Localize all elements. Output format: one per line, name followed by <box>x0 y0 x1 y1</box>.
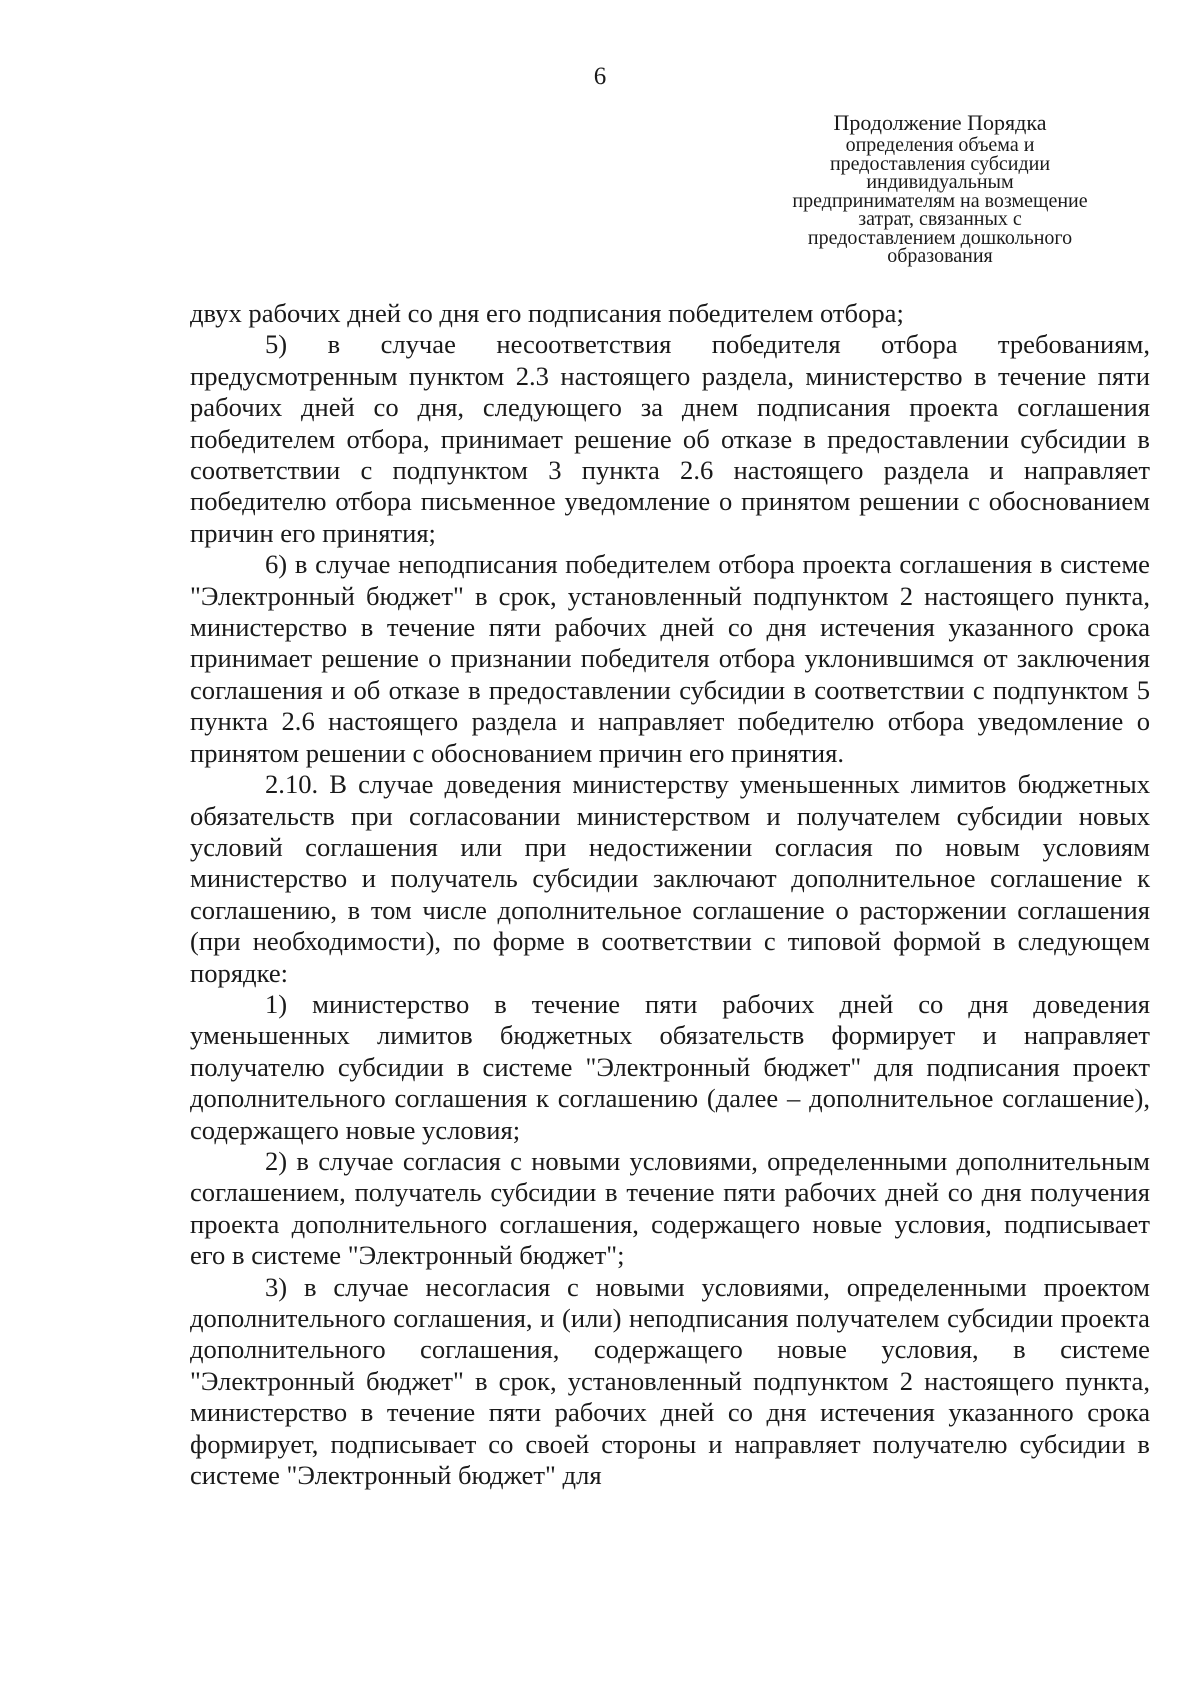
header-line: предоставления субсидии <box>829 152 1051 175</box>
header-line: определения объема и <box>845 134 1035 156</box>
paragraph-subitem-3: 3) в случае несогласия с новыми условиями, определенными проектом дополнительного соглашения, и (или) неподписания получателем субсидии проекта дополнительного соглашения, содержащего новые условия, в системе "Электронный бюджет" в срок, установленный подпунктом 2 настоящего пункта, министерство в течение пяти рабочих дней со дня истечения указанного срока формирует, подписывает со своей стороны и направляет получателю субсидии в системе "Электронный бюджет" для <box>190 1271 1150 1491</box>
paragraph-subitem-1: 1) министерство в течение пяти рабочих дней со дня доведения уменьшенных лимитов бюджетных обязательств формирует и направляет получателю субсидии в системе "Электронный бюджет" для подписания проект дополнительного соглашения к соглашению (далее – дополнительное соглашение), содержащего новые условия; <box>190 988 1150 1145</box>
page-number: 6 <box>593 63 607 90</box>
header-line: образования <box>887 245 993 267</box>
paragraph-continuation: двух рабочих дней со дня его подписания победителем отбора; <box>190 298 904 328</box>
paragraph-item-6: 6) в случае неподписания победителем отбора проекта соглашения в системе "Электронный бюджет" в срок, установленный подпунктом 2 настоящего пункта, министерство в течение пяти рабочих дней со дня истечения указанного срока принимает решение о признании победителя отбора уклонившимся от заключения соглашения и об отказе в предоставлении субсидии в соответствии с подпунктом 5 пункта 2.6 настоящего раздела и направляет победителю отбора уведомление о принятом решении с обоснованием причин его принятия. <box>190 549 1150 768</box>
paragraph-subitem-2: 2) в случае согласия с новыми условиями, определенными дополнительным соглашением, получатель субсидии в течение пяти рабочих дней со дня получения проекта дополнительного соглашения, содержащего новые условия, подписывает его в системе "Электронный бюджет"; <box>190 1145 1150 1271</box>
header-line: предпринимателям на возмещение <box>792 189 1088 212</box>
paragraph-section-2-10: 2.10. В случае доведения министерству уменьшенных лимитов бюджетных обязательств при согласовании министерством и получателем субсидии новых условий соглашения или при недостижении согласия по новым условиям министерство и получатель субсидии заключают дополнительное соглашение к соглашению, в том числе дополнительное соглашение о расторжении соглашения (при необходимости), по форме в соответствии с типовой формой в следующем порядке: <box>190 769 1150 988</box>
document-header <box>760 110 1120 266</box>
paragraph-item-5: 5) в случае несоответствия победителя отбора требованиям, предусмотренным пунктом 2.3 настоящего раздела, министерство в течение пяти рабочих дней со дня, следующего за днем подписания проекта соглашения победителем отбора, принимает решение об отказе в предоставлении субсидии в соответствии с подпунктом 3 пункта 2.6 настоящего раздела и направляет победителю отбора письменное уведомление о принятом решении с обоснованием причин его принятия; <box>190 329 1150 548</box>
header-line: затрат, связанных с <box>858 208 1022 230</box>
header-line: предоставлением дошкольного <box>807 226 1073 249</box>
header-line: Продолжение Порядка <box>833 110 1047 135</box>
document-body <box>190 298 1150 1491</box>
header-line: индивидуальным <box>866 171 1014 193</box>
